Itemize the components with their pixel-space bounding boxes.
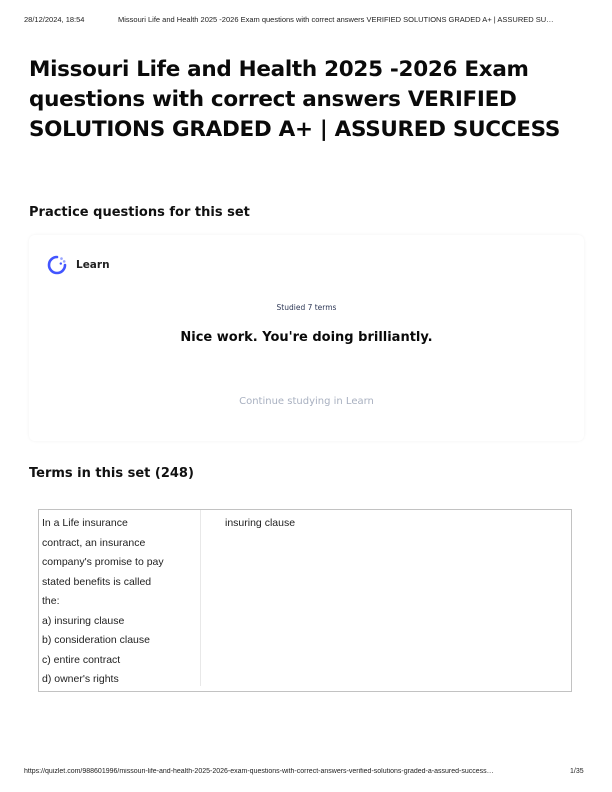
learn-label: Learn [76, 259, 110, 271]
page-title: Missouri Life and Health 2025 -2026 Exam questions with correct answers VERIFIED SOLUTIONS GRADED A+ | ASSURED SUCCESS [29, 57, 561, 142]
print-url: https://quizlet.com/988601996/missouri-life-and-health-2025-2026-exam-questions-with-correct-answers-verified-solutions-graded-a-assured-success… [24, 768, 494, 775]
print-datetime: 28/12/2024, 18:54 [24, 15, 85, 24]
studied-count: Studied 7 terms [276, 303, 337, 312]
terms-heading: Terms in this set (248) [29, 466, 194, 481]
learn-mode-button[interactable] [47, 255, 110, 275]
page-number: 1/35 [570, 768, 584, 775]
practice-card [29, 235, 584, 441]
continue-learn-link[interactable]: Continue studying in Learn [239, 396, 374, 407]
definition-text: insuring clause [225, 517, 296, 529]
learn-icon [47, 255, 67, 275]
print-doc-title: Missouri Life and Health 2025 -2026 Exam questions with correct answers VERIFIED SOLUTIONS GRADED A+ | ASSURED SU… [118, 15, 554, 24]
practice-heading: Practice questions for this set [29, 205, 250, 220]
term-text: In a Life insurance contract, an insurance company's promise to pay stated benefits is called the: a) insuring clause b) consideration clause c) entire contract d) owner's rights [39, 510, 201, 686]
terms-table [38, 509, 572, 692]
progress-message: Nice work. You're doing brilliantly. [180, 330, 433, 345]
